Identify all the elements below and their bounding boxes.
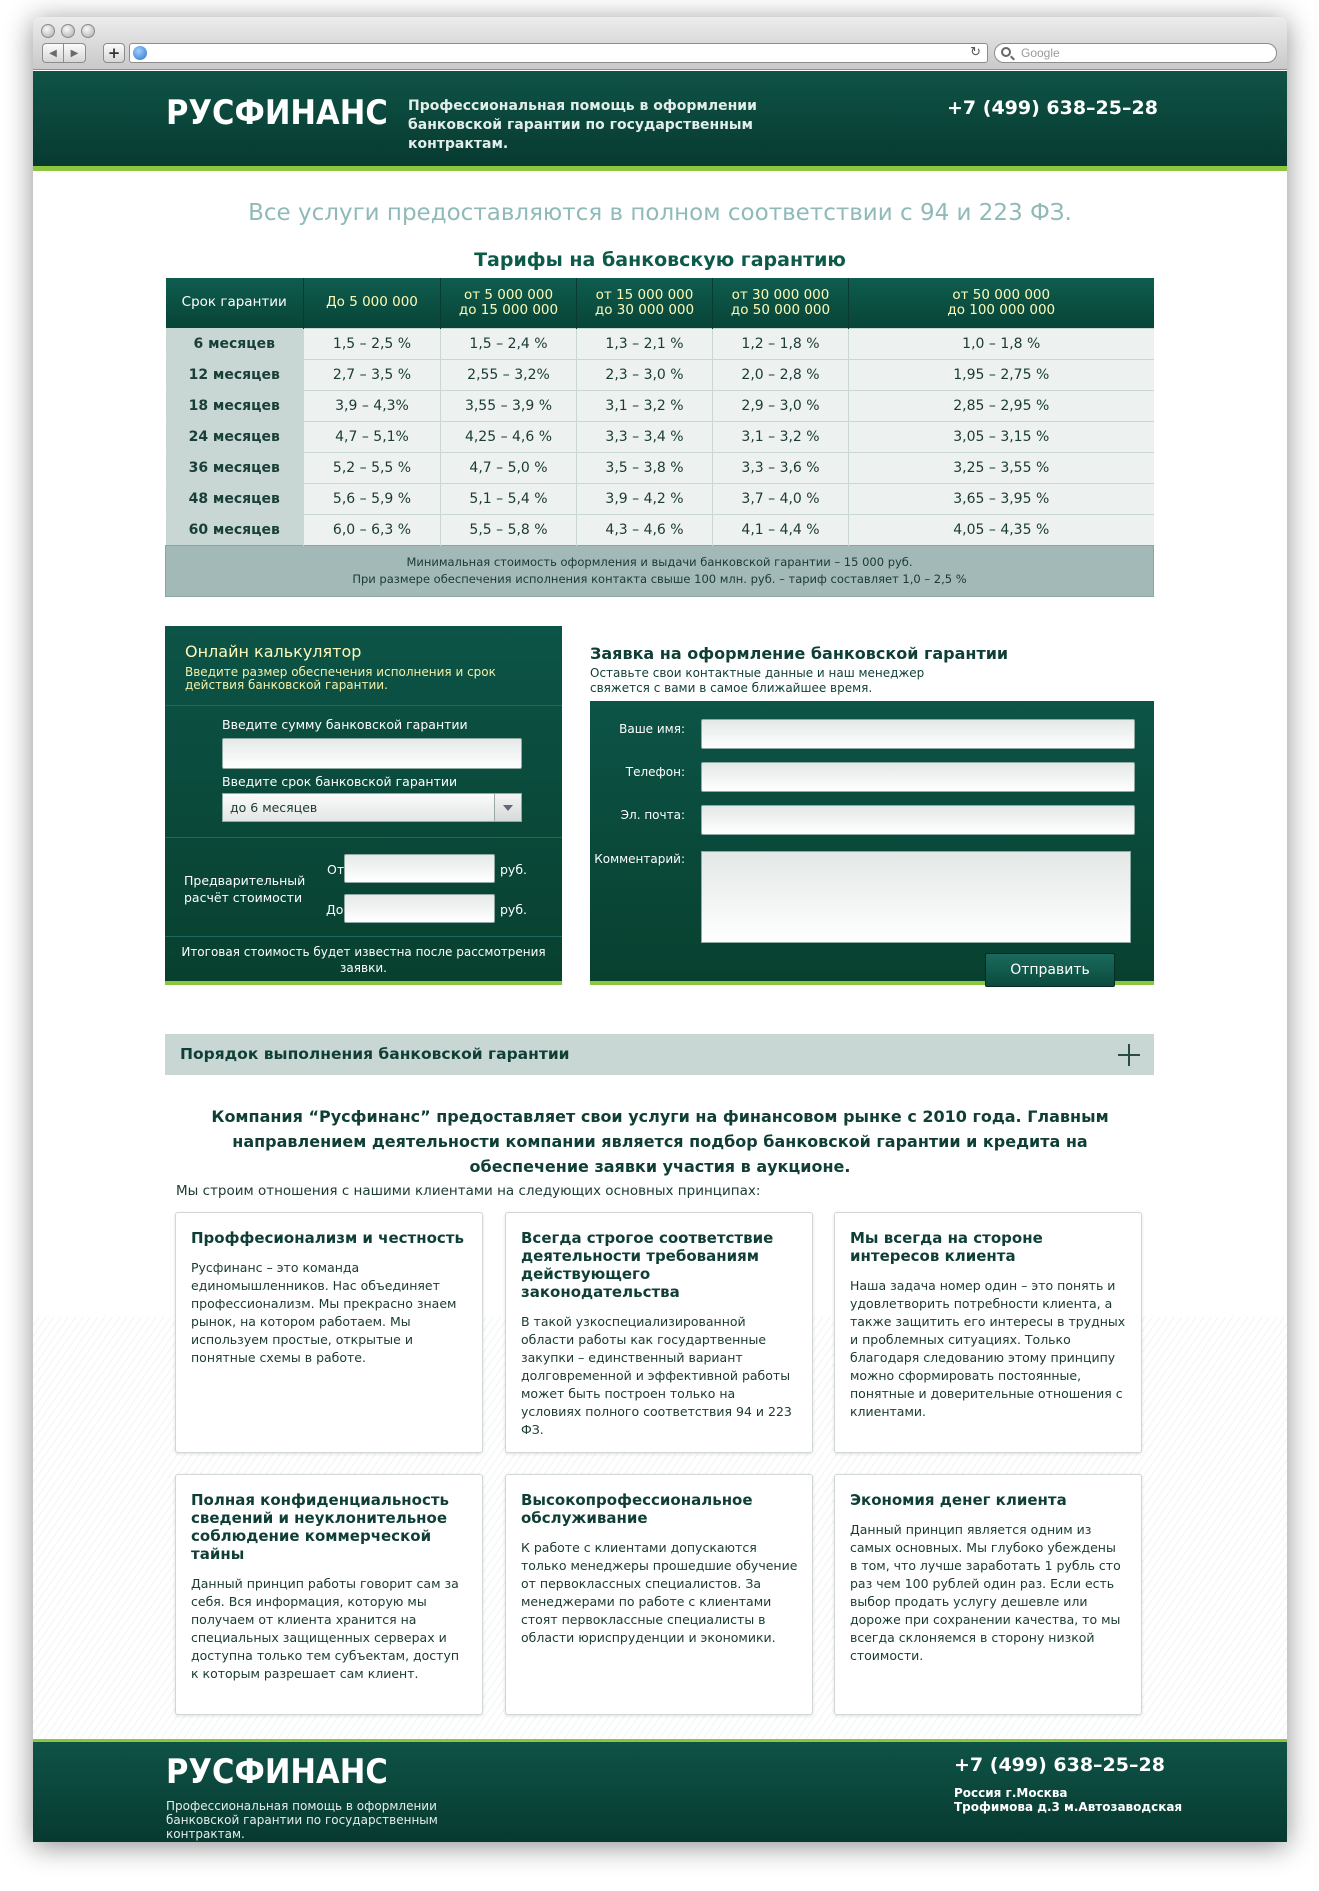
card-text: Наша задача номер один – это понять и удовлетворить потребности клиента, а также защитить его интересы в трудных и проблемных ситуациях. Только благодаря следованию этому принципу можно сформировать постоянные, понятные и доверительные отношения с клиентами. [850,1278,1126,1419]
footer-city: Россия г.Москва [954,1786,1068,1800]
tariffs-large-amount-note: При размере обеспечения исполнения контакта свыше 100 млн. руб. – тариф составляет 1,0 – 2,5 % [352,571,967,586]
rate-cell: 1,5 – 2,4 % [441,328,577,359]
browser-window [33,17,1287,1842]
divider [165,705,562,706]
rate-cell: 3,25 – 3,55 % [849,452,1154,483]
site-logo[interactable]: РУСФИНАНС [166,93,388,133]
estimate-to-input[interactable] [344,894,495,923]
procedure-accordion[interactable] [165,1034,1154,1075]
plus-icon: + [107,43,121,62]
rate-cell: 4,1 – 4,4 % [713,514,849,545]
rate-cell: 2,7 – 3,5 % [304,359,441,390]
rate-cell: 3,9 – 4,2 % [577,483,713,514]
rate-cell: 5,1 – 5,4 % [441,483,577,514]
name-label: Ваше имя: [619,722,685,736]
back-button[interactable] [42,43,64,63]
about-lead: Компания “Русфинанс” предоставляет свои услуги на финансовом рынке с 2010 года. Главным направлением деятельности компании является подбор банковской гарантии и кредита на обеспечение заявки участия в аукционе. [211,1107,1109,1176]
rate-cell: 3,1 – 3,2 % [713,421,849,452]
rate-cell: 4,7 – 5,0 % [441,452,577,483]
online-calculator [165,626,562,985]
header-tagline: Профессиональная помощь в оформлении банковской гарантии по государственным контрактам. [408,98,757,152]
comment-field[interactable] [701,851,1131,943]
accordion-title: Порядок выполнения банковской гарантии [180,1045,570,1063]
rate-cell: 2,55 – 3,2% [441,359,577,390]
request-subtitle: Оставьте свои контактные данные и наш менеджер свяжется с вами в самое ближайшее время. [590,666,925,695]
column-header: от 15 000 000 до 30 000 000 [577,278,713,328]
rate-cell: 3,05 – 3,15 % [849,421,1154,452]
column-header: До 5 000 000 [304,278,441,328]
history-nav [42,43,86,63]
browser-toolbar [33,17,1287,70]
site-header [33,71,1287,171]
rate-cell: 4,7 – 5,1% [304,421,441,452]
rate-cell: 2,3 – 3,0 % [577,359,713,390]
comment-label: Комментарий: [594,852,685,866]
principle-card [175,1474,483,1715]
term-cell: 60 месяцев [166,514,304,545]
rate-cell: 2,9 – 3,0 % [713,390,849,421]
tariffs-footnote-row [166,545,1154,596]
card-title: Полная конфиденциальность сведений и неуклонительное соблюдение коммерческой тайны [191,1491,450,1563]
rate-cell: 3,3 – 3,6 % [713,452,849,483]
card-title: Проффесионализм и честность [191,1229,464,1247]
rate-cell: 4,05 – 4,35 % [849,514,1154,545]
column-header: от 30 000 000 до 50 000 000 [713,278,849,328]
rate-cell: 3,1 – 3,2 % [577,390,713,421]
about-intro: Мы строим отношения с нашими клиентами на следующих основных принципах: [176,1183,761,1199]
column-header: от 50 000 000 до 100 000 000 [849,278,1154,328]
phone-field[interactable] [701,762,1135,792]
address-bar[interactable] [129,43,988,63]
rate-cell: 5,2 – 5,5 % [304,452,441,483]
principle-card [834,1212,1142,1453]
card-title: Экономия денег клиента [850,1491,1067,1509]
email-label: Эл. почта: [620,808,685,822]
rate-cell: 3,55 – 3,9 % [441,390,577,421]
chevron-down-icon[interactable] [494,794,521,821]
card-title: Всегда строгое соответствие деятельности требованиям действующего законодательства [521,1229,774,1301]
rate-cell: 2,85 – 2,95 % [849,390,1154,421]
tariffs-footnote [166,545,1154,596]
search-placeholder: Google [1021,46,1060,60]
tariffs-title: Тарифы на банковскую гарантию [474,249,846,271]
tariffs-table [165,278,1154,597]
rate-cell: 3,5 – 3,8 % [577,452,713,483]
table-row [166,328,1154,359]
table-row [166,483,1154,514]
search-icon [1001,47,1011,57]
footer-phone[interactable]: +7 (499) 638–25–28 [954,1754,1165,1776]
divider [165,837,562,838]
footer-tagline: Профессиональная помощь в оформлении банковской гарантии по государственным контрактам. [166,1799,438,1841]
forward-button[interactable] [64,43,86,63]
request-title: Заявка на оформление банковской гарантии [590,644,1009,663]
card-text: К работе с клиентами допускаются только менеджеры прошедшие обучение от первоклассных специалистов. За менеджерами по работе с клиентами стоят первоклассные специалисты в области юриспруденции и экономики. [521,1540,798,1645]
estimate-from-input[interactable] [344,854,495,883]
rate-cell: 5,6 – 5,9 % [304,483,441,514]
calculator-subtitle: Введите размер обеспечения исполнения и срок действия банковской гарантии. [185,665,496,692]
close-window-button[interactable] [41,24,55,38]
principle-card [175,1212,483,1453]
tariffs-min-cost-note: Минимальная стоимость оформления и выдачи банковской гарантии – 15 000 руб. [406,554,913,569]
rate-cell: 3,65 – 3,95 % [849,483,1154,514]
back-arrow-icon: ◀ [49,47,57,59]
search-input[interactable] [994,43,1277,63]
card-title: Высокопрофессиональное обслуживание [521,1491,753,1527]
currency-label: руб. [500,902,528,917]
card-text: Данный принцип работы говорит сам за себя. Вся информация, которую мы получаем от клиента хранится на специальных защищенных серверах и доступна только тем субъектам, доступ к которым разрешает сам клиент. [191,1576,460,1681]
card-title: Мы всегда на стороне интересов клиента [850,1229,1043,1265]
rate-cell: 1,3 – 2,1 % [577,328,713,359]
tariffs-header-row [166,278,1154,328]
from-label: От [327,862,345,877]
rate-cell: 5,5 – 5,8 % [441,514,577,545]
window-controls [41,24,95,38]
forward-arrow-icon: ▶ [70,47,79,59]
term-select[interactable] [222,793,522,822]
column-header: от 5 000 000 до 15 000 000 [441,278,577,328]
footer-street: Трофимова д.3 м.Автозаводская [954,1800,1183,1814]
rate-cell: 1,0 – 1,8 % [849,328,1154,359]
term-label: Введите срок банковской гарантии [222,774,458,789]
table-row [166,390,1154,421]
site-footer [33,1739,1287,1842]
minimize-window-button[interactable] [61,24,75,38]
rate-cell: 6,0 – 6,3 % [304,514,441,545]
term-cell: 24 месяцев [166,421,304,452]
term-cell: 48 месяцев [166,483,304,514]
plus-icon[interactable] [1118,1044,1140,1066]
to-label: До [326,902,344,917]
table-row [166,421,1154,452]
column-header: Срок гарантии [166,278,304,328]
table-row [166,452,1154,483]
rate-cell: 4,25 – 4,6 % [441,421,577,452]
term-cell: 6 месяцев [166,328,304,359]
zoom-window-button[interactable] [81,24,95,38]
principle-card [505,1474,813,1715]
principle-card [834,1474,1142,1715]
term-cell: 18 месяцев [166,390,304,421]
calculator-note: Итоговая стоимость будет известна после рассмотрения заявки. [181,945,546,975]
divider [165,936,562,937]
add-bookmark-button[interactable] [103,43,125,63]
card-text: Данный принцип является одним из самых основных. Мы глубоко убеждены в том, что лучше заработать 1 рубль сто раз чем 100 рублей один раз. Если есть выбор продать услугу дешевле или дороже при сохранении качества, то мы всегда склоняемся в сторону низкой стоимости. [850,1522,1121,1663]
submit-button[interactable]: Отправить [985,953,1115,987]
reload-icon[interactable]: ↻ [970,45,981,60]
term-cell: 36 месяцев [166,452,304,483]
rate-cell: 3,9 – 4,3% [304,390,441,421]
table-row [166,514,1154,545]
term-cell: 12 месяцев [166,359,304,390]
calculator-title: Онлайн калькулятор [185,642,362,661]
request-form [590,701,1154,985]
estimate-label: Предварительный расчёт стоимости [184,873,306,905]
compliance-banner: Все услуги предоставляются в полном соответствии с 94 и 223 ФЗ. [248,200,1072,226]
globe-icon [133,46,147,60]
rate-cell: 1,2 – 1,8 % [713,328,849,359]
principle-card [505,1212,813,1453]
rate-cell: 3,7 – 4,0 % [713,483,849,514]
term-selected-value: до 6 месяцев [230,800,318,815]
card-text: Русфинанс – это команда единомышленников. Нас объединяет профессионализм. Мы прекрасно знаем рынок, на котором работаем. Мы используем простые, открытые и понятные схемы в работе. [191,1260,457,1365]
rate-cell: 3,3 – 3,4 % [577,421,713,452]
amount-input[interactable] [222,738,522,769]
name-field[interactable] [701,719,1135,749]
card-text: В такой узкоспециализированной области работы как государтвенные закупки – единственный вариант долговременной и эффективной работы может быть построен только на условиях полного соответствия 94 и 223 ФЗ. [521,1314,792,1437]
table-row [166,359,1154,390]
email-field[interactable] [701,805,1135,835]
footer-address [954,1786,1182,1814]
currency-label: руб. [500,862,528,877]
rate-cell: 1,95 – 2,75 % [849,359,1154,390]
amount-label: Введите сумму банковской гарантии [222,717,468,732]
phone-label: Телефон: [625,765,685,779]
header-phone[interactable]: +7 (499) 638–25–28 [947,97,1158,119]
rate-cell: 4,3 – 4,6 % [577,514,713,545]
rate-cell: 2,0 – 2,8 % [713,359,849,390]
footer-logo[interactable]: РУСФИНАНС [166,1752,388,1792]
rate-cell: 1,5 – 2,5 % [304,328,441,359]
